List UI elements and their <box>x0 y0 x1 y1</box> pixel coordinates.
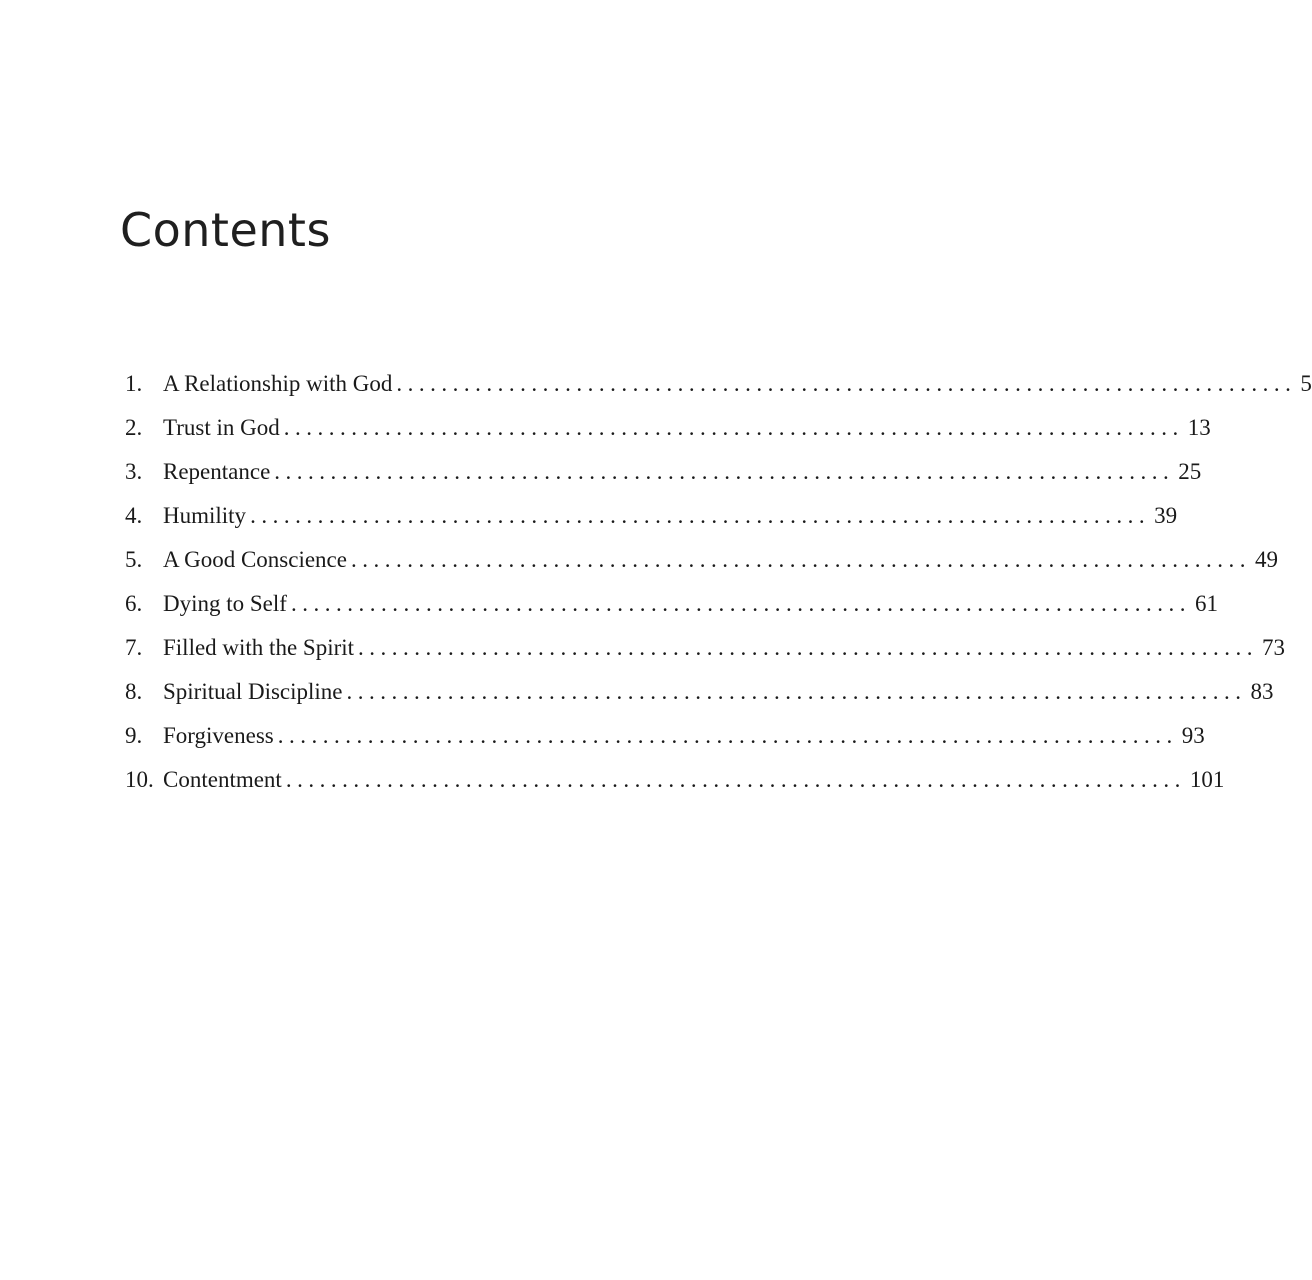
toc-entry-number: 6. <box>125 591 143 616</box>
toc-entry-title: Humility <box>163 503 247 528</box>
toc-entry-number: 9. <box>125 723 143 748</box>
toc-dot-leader: ................................................................................ <box>285 767 1186 792</box>
toc-dot-leader: ................................................................................ <box>250 503 1151 528</box>
toc-entry-page: 13 <box>1187 415 1211 440</box>
toc-entry <box>125 538 1278 582</box>
toc-dot-leader: ................................................................................ <box>350 547 1251 572</box>
toc-entry <box>125 494 1178 538</box>
toc-entry-number: 2. <box>125 415 143 440</box>
toc-entry-number: 4. <box>125 503 143 528</box>
toc-entry-number: 7. <box>125 635 143 660</box>
toc-dot-leader: ................................................................................ <box>274 459 1175 484</box>
toc-entry-page: 49 <box>1254 547 1278 572</box>
toc-entry-title: Dying to Self <box>163 591 287 616</box>
toc-entry-number: 1. <box>125 371 143 396</box>
toc-entry-page: 101 <box>1189 767 1225 792</box>
toc-entry-title: Forgiveness <box>163 723 274 748</box>
toc-entry-title: Contentment <box>163 767 282 792</box>
toc-entry <box>125 362 1312 406</box>
toc-entry-page: 25 <box>1178 459 1202 484</box>
toc-entry-number: 10. <box>125 767 154 792</box>
table-of-contents <box>125 362 1312 802</box>
toc-entry <box>125 670 1274 714</box>
toc-entry <box>125 714 1205 758</box>
toc-dot-leader: ................................................................................ <box>283 415 1184 440</box>
toc-entry-title: Spiritual Discipline <box>163 679 343 704</box>
toc-dot-leader: ................................................................................ <box>358 635 1259 660</box>
toc-entry <box>125 450 1202 494</box>
toc-entry <box>125 582 1218 626</box>
toc-entry-title: A Relationship with God <box>163 371 393 396</box>
page-title: Contents <box>120 203 331 257</box>
toc-entry-number: 8. <box>125 679 143 704</box>
toc-entry-page: 61 <box>1194 591 1218 616</box>
toc-entry-page: 73 <box>1262 635 1286 660</box>
toc-entry-page: 39 <box>1154 503 1178 528</box>
toc-entry-page: 5 <box>1300 371 1312 396</box>
toc-entry-title: A Good Conscience <box>163 547 347 572</box>
toc-entry-page: 83 <box>1250 679 1274 704</box>
toc-entry-number: 3. <box>125 459 143 484</box>
toc-entry-title: Filled with the Spirit <box>163 635 355 660</box>
toc-dot-leader: ................................................................................ <box>396 371 1297 396</box>
toc-entry <box>125 758 1225 802</box>
toc-entry-page: 93 <box>1181 723 1205 748</box>
toc-dot-leader: ................................................................................ <box>346 679 1247 704</box>
toc-entry-title: Repentance <box>163 459 271 484</box>
toc-entry <box>125 626 1286 670</box>
toc-dot-leader: ................................................................................ <box>290 591 1191 616</box>
toc-dot-leader: ................................................................................ <box>277 723 1178 748</box>
toc-entry-title: Trust in God <box>163 415 280 440</box>
toc-entry-number: 5. <box>125 547 143 572</box>
toc-entry <box>125 406 1211 450</box>
